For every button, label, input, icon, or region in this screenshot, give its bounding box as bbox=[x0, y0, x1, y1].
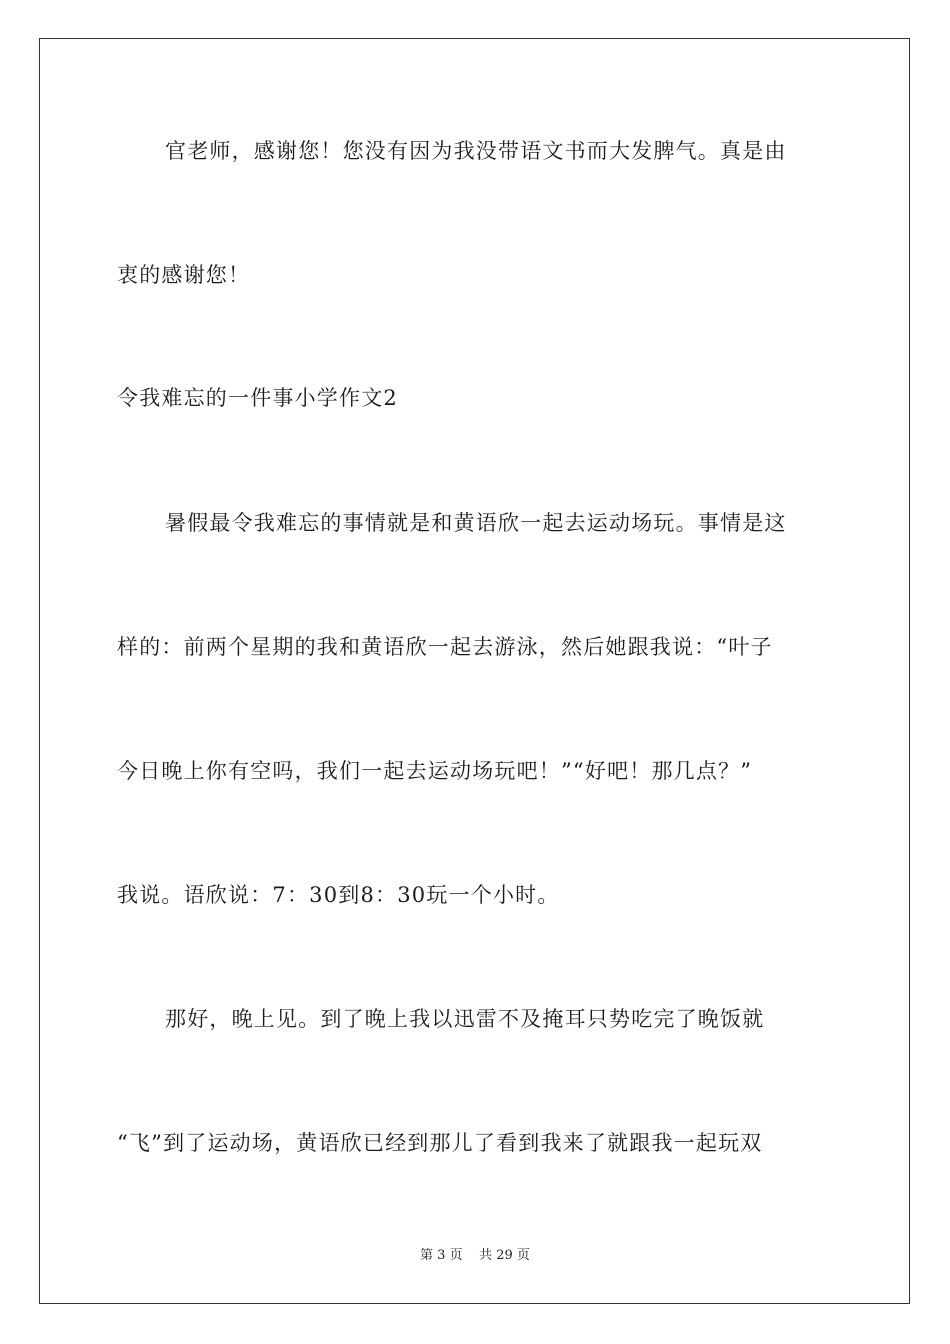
page-border bbox=[39, 38, 910, 1304]
paragraph-line: 官老师，感谢您！您没有因为我没带语文书而大发脾气。真是由 bbox=[165, 139, 787, 163]
paragraph-line: 衷的感谢您！ bbox=[117, 263, 251, 287]
paragraph-line: 样的：前两个星期的我和黄语欣一起去游泳，然后她跟我说：“叶子 bbox=[117, 635, 773, 659]
section-heading: 令我难忘的一件事小学作文2 bbox=[117, 386, 398, 410]
page-total: 共 29 页 bbox=[479, 1248, 530, 1263]
paragraph-line: 我说。语欣说：7：30到8：30玩一个小时。 bbox=[117, 883, 560, 907]
paragraph-line: 今日晚上你有空吗，我们一起去运动场玩吧！”“好吧！那几点？” bbox=[117, 759, 753, 783]
paragraph-line: 那好，晚上见。到了晚上我以迅雷不及掩耳只势吃完了晚饭就 bbox=[165, 1007, 765, 1031]
paragraph-line: “飞”到了运动场，黄语欣已经到那儿了看到我来了就跟我一起玩双 bbox=[117, 1131, 763, 1155]
paragraph-line: 暑假最令我难忘的事情就是和黄语欣一起去运动场玩。事情是这 bbox=[165, 511, 787, 535]
page-footer bbox=[0, 1247, 950, 1265]
page-number: 第 3 页 bbox=[420, 1248, 463, 1263]
